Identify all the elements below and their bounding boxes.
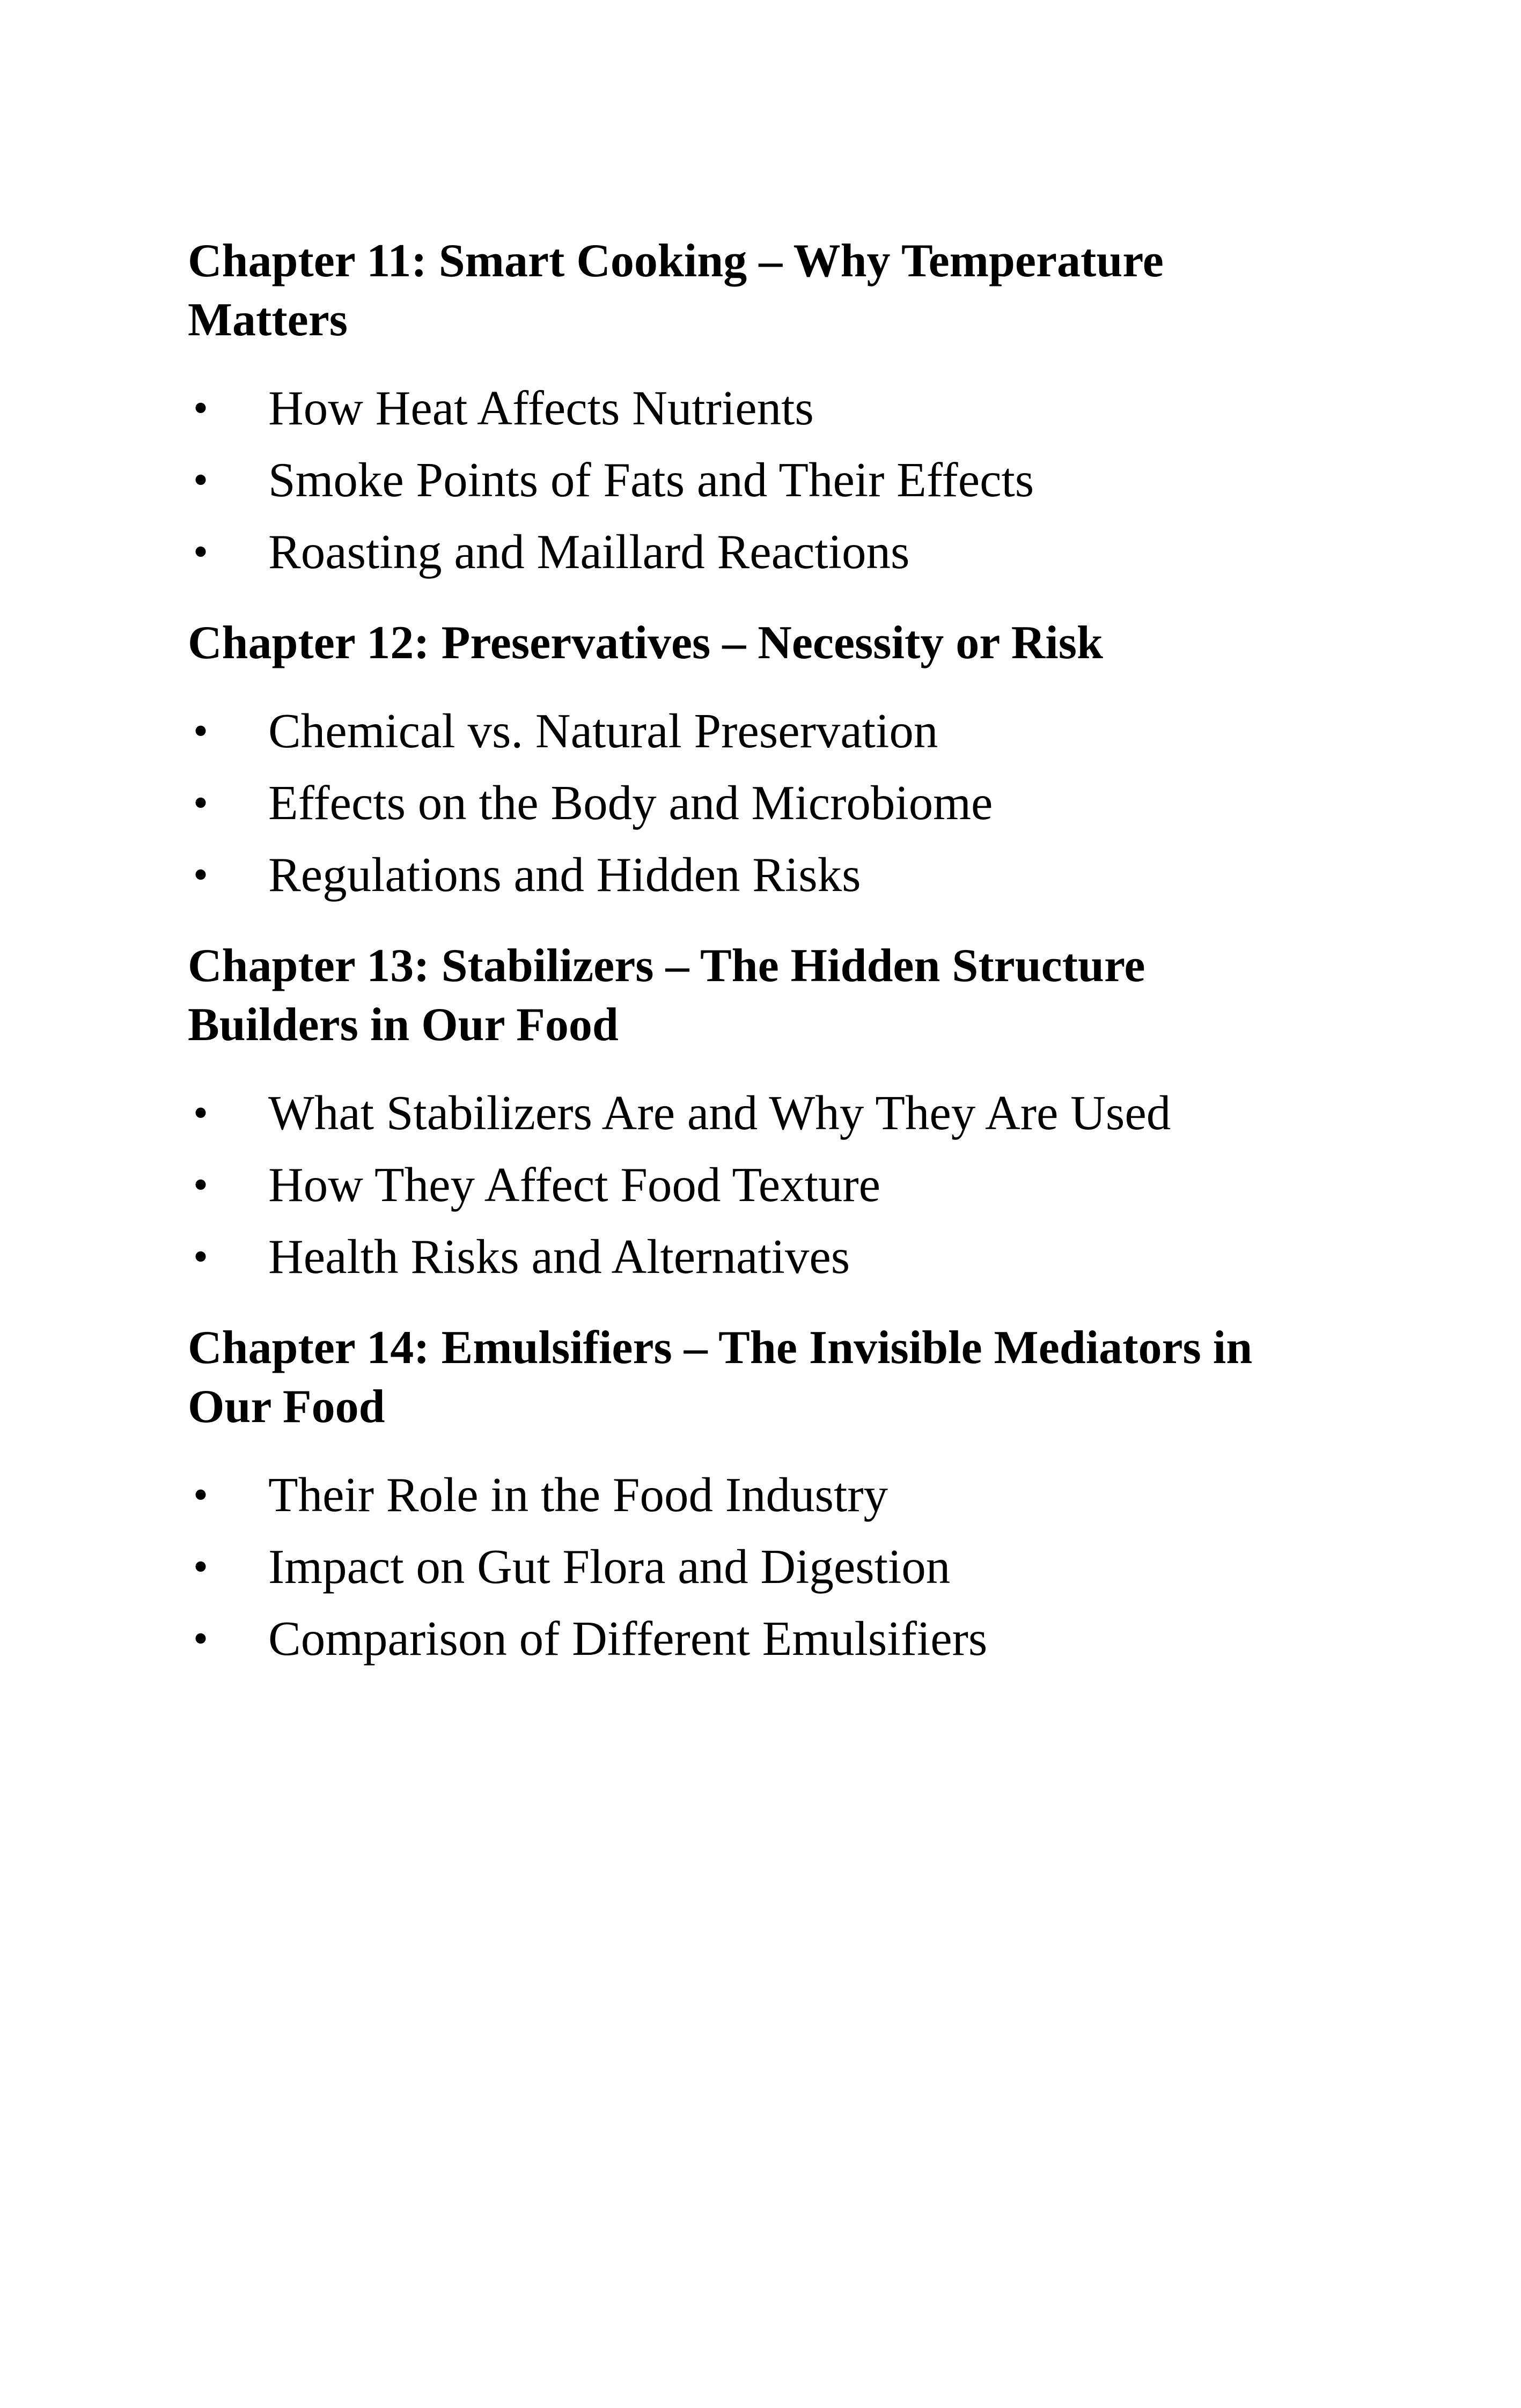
list-item [188,372,1304,444]
bullet-icon: • [193,385,209,432]
bullet-icon: • [193,1615,209,1662]
chapter-14 [188,1319,1304,1675]
chapter-title: Chapter 11: Smart Cooking – Why Temperature Matters [188,235,1164,346]
topic-list [188,1459,1304,1675]
bullet-icon: • [193,456,209,504]
bullet-icon: • [193,1543,209,1590]
list-item [188,1531,1304,1603]
bullet-icon: • [193,1471,209,1519]
chapter-12 [188,614,1304,911]
list-item [188,516,1304,588]
list-item [188,1459,1304,1531]
topic-text: Health Risks and Alternatives [268,1229,850,1284]
topic-text: Regulations and Hidden Risks [268,848,861,902]
list-item [188,1603,1304,1675]
bullet-icon: • [193,528,209,576]
chapter-title: Chapter 13: Stabilizers – The Hidden Structure Builders in Our Food [188,940,1145,1051]
bullet-icon: • [193,1089,209,1137]
list-item [188,767,1304,839]
list-item [188,444,1304,516]
bullet-icon: • [193,1161,209,1209]
bullet-icon: • [193,851,209,899]
topic-text: How Heat Affects Nutrients [268,381,814,435]
topic-text: Effects on the Body and Microbiome [268,776,993,830]
bullet-icon: • [193,708,209,755]
list-item [188,1149,1304,1221]
bullet-icon: • [193,1233,209,1280]
list-item [188,1077,1304,1149]
topic-text: Comparison of Different Emulsifiers [268,1611,988,1666]
topic-text: Roasting and Maillard Reactions [268,525,910,579]
list-item [188,1221,1304,1293]
chapter-title: Chapter 12: Preservatives – Necessity or Risk [188,617,1103,669]
chapter-title: Chapter 14: Emulsifiers – The Invisible Mediators in Our Food [188,1322,1253,1433]
topic-text: Impact on Gut Flora and Digestion [268,1540,951,1594]
topic-list [188,372,1304,588]
list-item [188,695,1304,767]
table-of-contents [188,232,1304,1675]
chapter-11 [188,232,1304,588]
topic-list [188,695,1304,911]
bullet-icon: • [193,779,209,827]
topic-text: Their Role in the Food Industry [268,1468,888,1522]
topic-text: Chemical vs. Natural Preservation [268,704,938,758]
list-item [188,839,1304,911]
chapter-13 [188,937,1304,1293]
topic-text: What Stabilizers Are and Why They Are Used [268,1086,1171,1140]
topic-text: Smoke Points of Fats and Their Effects [268,453,1034,507]
topic-list [188,1077,1304,1293]
topic-text: How They Affect Food Texture [268,1158,881,1212]
